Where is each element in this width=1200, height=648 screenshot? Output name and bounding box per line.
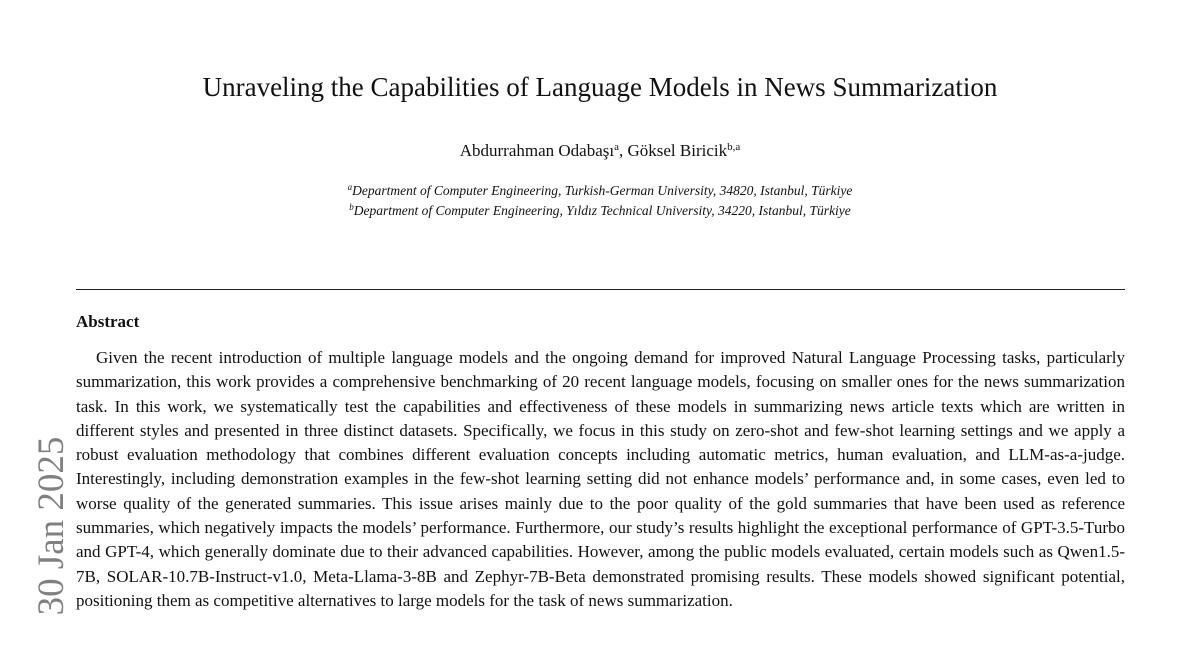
author-name: Göksel Biricik: [627, 141, 728, 160]
arxiv-date-stamp: 30 Jan 2025: [31, 436, 72, 616]
affiliation-text: Department of Computer Engineering, Turkish-German University, 34820, Istanbul, Türkiye: [352, 183, 853, 198]
affiliation-text: Department of Computer Engineering, Yıldız Technical University, 34220, Istanbul, Türkiye: [353, 203, 851, 218]
affiliation-list: [0, 181, 1200, 221]
affiliation-item: [0, 201, 1200, 221]
author-list: [0, 140, 1200, 162]
section-divider: [76, 289, 1125, 290]
abstract-heading: Abstract: [76, 312, 140, 331]
affiliation-mark: a: [347, 182, 353, 192]
author-affiliation-mark: b,a: [727, 141, 741, 153]
author-name: Abdurrahman Odabaşı: [459, 141, 615, 160]
paper-title: Unraveling the Capabilities of Language Models in News Summarization: [202, 72, 998, 102]
affiliation-item: [0, 181, 1200, 201]
author-separator: ,: [618, 141, 628, 160]
author-affiliation-mark: a: [614, 141, 619, 153]
affiliation-mark: b: [349, 202, 354, 212]
abstract-paragraph: Given the recent introduction of multiple language models and the ongoing demand for improved Natural Language Processing tasks, particularly summarization, this work provides a comprehensive benchmarking of 20 recent language models, focusing on smaller ones for the news summarization task. In this work, we systematically test the capabilities and effectiveness of these models in summarizing news article texts which are written in different styles and presented in three distinct datasets. Specifically, we focus in this study on zero-shot and few-shot learning settings and we apply a robust evaluation methodology that combines different evaluation concepts including automatic metrics, human evaluation, and LLM-as-a-judge. Interestingly, including demonstration examples in the few-shot learning setting did not enhance models’ performance and, in some cases, even led to worse quality of the generated summaries. This issue arises mainly due to the poor quality of the gold summaries that have been used as reference summaries, which negatively impacts the models’ performance. Furthermore, our study’s results highlight the exceptional performance of GPT-3.5-Turbo and GPT-4, which generally dominate due to their advanced capabilities. However, among the public models evaluated, certain models such as Qwen1.5-7B, SOLAR-10.7B-Instruct-v1.0, Meta-Llama-3-8B and Zephyr-7B-Beta demonstrated promising results. These models showed significant potential, positioning them as competitive alternatives to large models for the task of news summarization.: [76, 348, 1125, 610]
